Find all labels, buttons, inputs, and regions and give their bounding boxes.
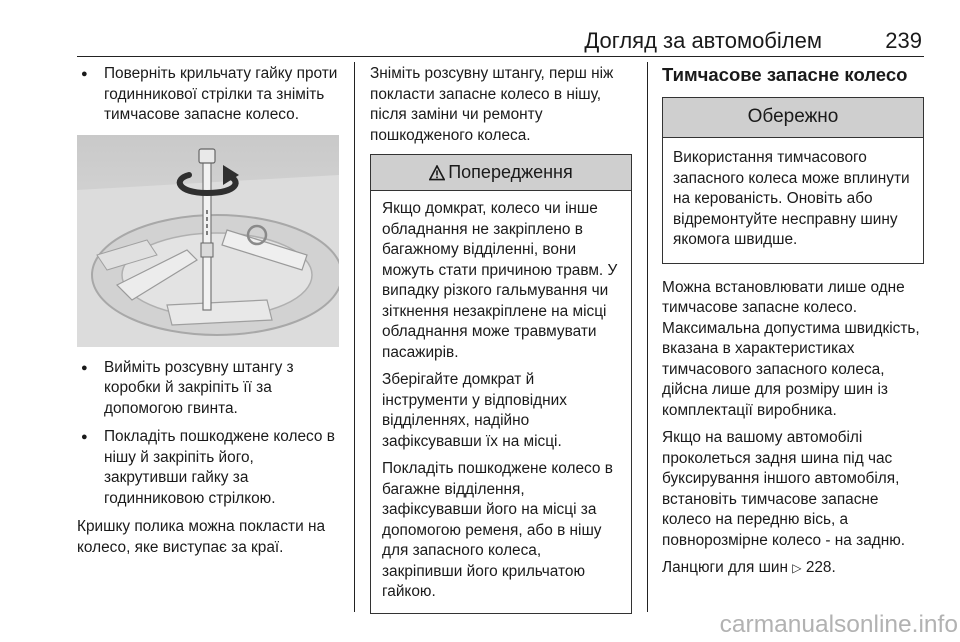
paragraph: Якщо на вашому автомобілі проколеться задня шина під час буксирування іншого автомобіля, встановіть тимчасове запасне колесо на передню вісь, а повнорозмірне колесо - на задню. — [662, 429, 906, 549]
intro-paragraph: Зніміть розсувну штангу, перш ніж покласти запасне колесо в нішу, після заміни чи ремонту пошкодженого колеса. — [370, 65, 614, 144]
arrow-right-icon: ▷ — [792, 561, 802, 575]
illustration-image — [77, 135, 339, 347]
reference-text: Ланцюги для шин — [662, 559, 793, 576]
page-reference-link[interactable]: 228. — [805, 559, 836, 576]
caution-box — [662, 97, 924, 264]
column-2 — [370, 64, 632, 614]
paragraph: Можна встановлювати лише одне тимчасове запасне колесо. Максимальна допустима швидкість, вказана в характеристиках тимчасового запасного колеса, дійсна лише для розміру шин із комплектації виробника. — [662, 278, 920, 419]
page-number: 239 — [885, 28, 922, 53]
warning-paragraph: Покладіть пошкоджене колесо в багажне відділення, зафіксувавши його на місці за допомогою ременя, або в нішу для запасного колеса, закріпивши його крильчатою гайкою. — [382, 460, 613, 600]
warning-paragraph: Якщо домкрат, колесо чи інше обладнання не закріплено в багажному відділенні, вони можуть стати причиною травм. У випадку різкого гальмування чи зіткнення незакріплене на місці обладнання може травмувати пасажирів. — [382, 200, 618, 361]
caution-header: Обережно — [663, 98, 923, 138]
warning-header — [371, 155, 631, 191]
warning-title: Попередження — [448, 162, 573, 183]
caution-body: Використання тимчасового запасного колеса може вплинути на керованість. Оновіть або відремонтуйте несправну шину якомога швидше. — [673, 149, 910, 248]
list-item: ● Вийміть розсувну штангу з коробки й закріпіть її за допомогою гвинта. — [77, 358, 339, 420]
paragraph: Кришку полика можна покласти на колесо, яке виступає за краї. — [77, 518, 326, 556]
reference-paragraph — [662, 558, 924, 579]
warning-triangle-icon — [429, 165, 445, 181]
list-item: ● Покладіть пошкоджене колесо в нішу й закріпіть його, закрутивши гайку за годинниковою стрілкою. — [77, 427, 339, 509]
section-body — [662, 278, 924, 579]
section-title: Тимчасове запасне колесо — [662, 64, 908, 85]
warning-body — [371, 191, 631, 613]
spare-wheel-illustration — [77, 135, 339, 347]
column-3 — [662, 64, 924, 579]
page-header — [0, 28, 922, 54]
page-title: Догляд за автомобілем — [584, 28, 822, 53]
warning-paragraph: Зберігайте домкрат й інструменти у відповідних відділеннях, надійно зафіксувавши їх на місці. — [382, 371, 567, 450]
column-divider — [354, 62, 355, 612]
watermark: carmanualsonline.info — [719, 611, 958, 638]
warning-box — [370, 154, 632, 614]
column-1 — [77, 64, 339, 558]
column-divider — [647, 62, 648, 612]
header-rule — [77, 56, 924, 57]
list-item: ● Поверніть крильчату гайку проти годинникової стрілки та зніміть тимчасове запасне колесо. — [77, 64, 339, 126]
